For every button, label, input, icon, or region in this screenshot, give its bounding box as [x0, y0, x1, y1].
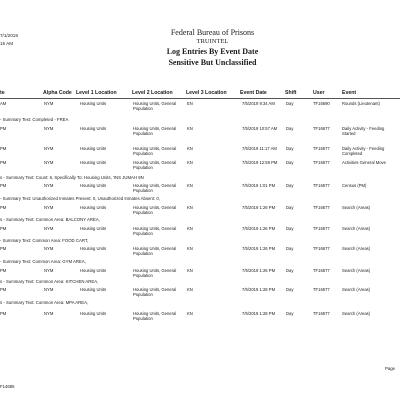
table-cell-user: TF16677 [313, 246, 330, 251]
table-cell-l3: KN [187, 126, 193, 131]
table-cell-l2: Housing Units, General Population [133, 287, 177, 298]
report-date: 7/1/2019 [0, 33, 18, 38]
table-cell-l3: KN [187, 183, 193, 188]
table-cell-event: Census (PM) [342, 183, 367, 188]
summary-line: s - Summary Text: Common Area: BALCONY AREA, [0, 217, 100, 222]
table-cell-user: TF16677 [313, 160, 330, 165]
table-cell-l1: Housing Units [80, 146, 107, 151]
table-cell-c0: PM [0, 205, 7, 210]
table-cell-l1: Housing Units [80, 226, 107, 231]
table-cell-l3: KN [187, 160, 193, 165]
table-cell-shift: Day [286, 311, 294, 316]
col-header-alpha: Alpha Code [43, 90, 72, 96]
header-classification: Sensitive But Unclassified [168, 58, 257, 67]
table-cell-shift: Day [286, 287, 294, 292]
summary-line: - Summary Text: Common Area: GYM AREA, [0, 259, 86, 264]
report-header [150, 28, 275, 68]
table-cell-shift: Day [286, 183, 294, 188]
col-header-level3: Level 3 Location [186, 90, 227, 96]
table-cell-date: 7/5/2019 9:34 AM [242, 101, 275, 106]
table-cell-l1: Housing Units [80, 268, 107, 273]
table-cell-alpha: NYM [44, 160, 54, 165]
table-cell-event: Search (Areas) [342, 311, 371, 316]
table-cell-alpha: NYM [44, 268, 54, 273]
table-cell-date: 7/5/2019 1:26 PM [242, 268, 276, 273]
summary-line: - Summary Text: Common Area: FOOD CART, [0, 238, 89, 243]
summary-line: - Summary Text: Completed - FREA [0, 117, 69, 122]
table-cell-date: 7/5/2019 12:59 PM [242, 160, 278, 165]
table-cell-date: 7/5/2019 11:17 AM [242, 146, 277, 151]
table-cell-c0: PM [0, 246, 7, 251]
table-cell-event: Search (Areas) [342, 268, 371, 273]
table-cell-user: TF16690 [313, 101, 330, 106]
table-cell-l3: KN [187, 287, 193, 292]
table-cell-alpha: NYM [44, 183, 54, 188]
table-cell-alpha: NYM [44, 287, 54, 292]
table-cell-user: TF16677 [313, 126, 330, 131]
summary-line: s - Summary Text: Count: 6, Specifically To: Housing Units, 'INS JUMAH 9N [0, 175, 144, 180]
table-cell-alpha: NYM [44, 146, 54, 151]
table-cell-shift: Day [286, 226, 294, 231]
table-cell-user: TF16677 [313, 146, 330, 151]
table-cell-shift: Day [286, 146, 294, 151]
table-cell-c0: PM [0, 268, 7, 273]
header-title: Log Entries By Event Date [166, 47, 259, 56]
table-cell-c0: PM [0, 146, 7, 151]
table-cell-user: TF16677 [313, 287, 330, 292]
table-cell-date: 7/5/2019 1:26 PM [242, 246, 276, 251]
table-cell-c0: PM [0, 226, 7, 231]
table-cell-l3: EN [187, 101, 193, 106]
table-cell-l2: Housing Units, General Population [133, 246, 177, 257]
table-cell-event: Search (Areas) [342, 246, 371, 251]
col-header-date: te [0, 90, 5, 96]
table-cell-l2: Housing Units, General Population [133, 311, 177, 322]
table-cell-event: Search (Areas) [342, 205, 371, 210]
table-cell-shift: Day [286, 160, 294, 165]
table-cell-alpha: NYM [44, 205, 54, 210]
table-cell-l1: Housing Units [80, 205, 107, 210]
table-cell-l1: Housing Units [80, 126, 107, 131]
table-cell-shift: Day [286, 126, 294, 131]
table-cell-l2: Housing Units, General Population [133, 101, 177, 112]
col-header-user: User [313, 90, 325, 96]
table-cell-l2: Housing Units, General Population [133, 146, 177, 157]
col-header-event-date: Event Date [240, 90, 267, 96]
table-cell-l3: KN [187, 226, 193, 231]
table-cell-alpha: NYM [44, 226, 54, 231]
table-cell-alpha: NYM [44, 246, 54, 251]
table-cell-c0: PM [0, 311, 7, 316]
summary-line: s - Summary Text: Common Area: KITCHEN AREA, [0, 279, 99, 284]
col-header-shift: Shift [285, 90, 297, 96]
table-cell-user: TF16677 [313, 268, 330, 273]
table-cell-event: Rounds (Lieutenant) [342, 101, 380, 106]
table-cell-c0: PM [0, 183, 7, 188]
table-cell-c0: PM [0, 287, 7, 292]
header-agency: Federal Bureau of Prisons [170, 28, 255, 37]
table-cell-l3: KN [187, 146, 193, 151]
table-cell-event: Search (Areas) [342, 287, 371, 292]
table-cell-user: TF16677 [313, 226, 330, 231]
table-cell-l1: Housing Units [80, 183, 107, 188]
table-cell-date: 7/5/2019 1:28 PM [242, 287, 276, 292]
table-cell-alpha: NYM [44, 101, 54, 106]
table-cell-date: 7/5/2019 10:57 AM [242, 126, 278, 131]
col-header-level1: Level 1 Location [76, 90, 117, 96]
table-cell-user: TF16677 [313, 311, 330, 316]
col-header-level2: Level 2 Location [132, 90, 173, 96]
table-cell-event: Daily Activity - Feeding Started [342, 126, 385, 137]
table-cell-l2: Housing Units, General Population [133, 205, 177, 216]
table-cell-alpha: NYM [44, 311, 54, 316]
table-cell-date: 7/5/2019 1:28 PM [242, 311, 276, 316]
table-cell-l2: Housing Units, General Population [133, 183, 177, 194]
table-cell-l2: Housing Units, General Population [133, 226, 177, 237]
table-cell-l3: KN [187, 268, 193, 273]
footer-page: Page [385, 366, 396, 371]
table-cell-shift: Day [286, 101, 294, 106]
header-rule [0, 98, 400, 99]
table-cell-user: TF16677 [313, 205, 330, 210]
table-cell-shift: Day [286, 205, 294, 210]
summary-line: - Summary Text: Unauthorized Inmates Present: 0, Unauthorized Inmates Absent: 0, [0, 196, 160, 201]
table-cell-event: Daily Activity - Feeding Completed [342, 146, 385, 157]
table-cell-shift: Day [286, 246, 294, 251]
table-cell-user: TF16677 [313, 183, 330, 188]
table-cell-l3: KN [187, 205, 193, 210]
table-cell-c0: AM [0, 101, 7, 106]
footer-code: F14685 [0, 384, 15, 389]
table-cell-l1: Housing Units [80, 287, 107, 292]
table-cell-event: Search (Areas) [342, 226, 371, 231]
table-cell-alpha: NYM [44, 126, 54, 131]
table-cell-date: 7/5/2019 1:26 PM [242, 226, 276, 231]
table-cell-event: Activities General Move [342, 160, 386, 165]
table-cell-l1: Housing Units [80, 160, 107, 165]
table-cell-c0: PM [0, 160, 7, 165]
table-cell-l1: Housing Units [80, 246, 107, 251]
table-cell-l2: Housing Units, General Population [133, 126, 177, 137]
table-cell-l2: Housing Units, General Population [133, 268, 177, 279]
summary-line: s - Summary Text: Common Area: MPA AREA, [0, 300, 89, 305]
table-cell-l3: KN [187, 246, 193, 251]
table-cell-date: 7/5/2019 1:01 PM [242, 183, 276, 188]
table-cell-l1: Housing Units [80, 101, 107, 106]
header-system: TRUINTEL [196, 38, 229, 45]
table-cell-c0: PM [0, 126, 7, 131]
col-header-event: Event [342, 90, 357, 96]
report-time: 15 AM [0, 41, 14, 46]
table-cell-date: 7/5/2019 1:26 PM [242, 205, 276, 210]
table-cell-l3: KN [187, 311, 193, 316]
table-cell-l2: Housing Units, General Population [133, 160, 177, 171]
table-cell-l1: Housing Units [80, 311, 107, 316]
table-cell-shift: Day [286, 268, 294, 273]
